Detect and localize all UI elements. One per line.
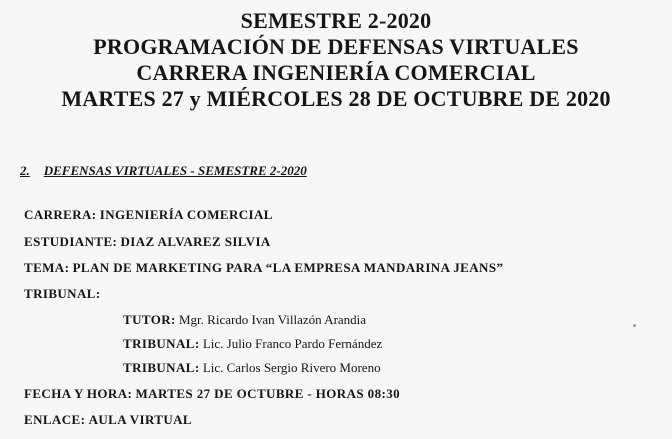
estudiante-value: DIAZ ALVAREZ SILVIA xyxy=(120,234,271,249)
tutor-row xyxy=(123,312,366,328)
tribunal-member-1-value: Lic. Julio Franco Pardo Fernández xyxy=(202,336,383,351)
tema-label: TEMA: xyxy=(24,260,70,275)
semester-title: SEMESTRE 2-2020 xyxy=(240,8,432,33)
enlace-row xyxy=(24,412,192,428)
carrera-value: INGENIERÍA COMERCIAL xyxy=(99,207,273,222)
enlace-label: ENLACE: xyxy=(24,412,86,427)
estudiante-row xyxy=(24,234,271,250)
tutor-label: TUTOR: xyxy=(123,312,176,327)
fecha-value: MARTES 27 DE OCTUBRE - HORAS 08:30 xyxy=(135,386,400,401)
tribunal-member-2-label: TRIBUNAL: xyxy=(123,360,200,375)
tribunal-row xyxy=(24,286,101,302)
estudiante-label: ESTUDIANTE: xyxy=(24,234,118,249)
tribunal-member-1-label: TRIBUNAL: xyxy=(123,336,200,351)
tema-row xyxy=(24,260,503,276)
career-title: CARRERA INGENIERÍA COMERCIAL xyxy=(136,60,536,85)
enlace-value: AULA VIRTUAL xyxy=(88,412,192,427)
tribunal-member-2-value: Lic. Carlos Sergio Rivero Moreno xyxy=(202,360,381,375)
tema-value: PLAN DE MARKETING PARA “LA EMPRESA MANDARINA JEANS” xyxy=(72,260,504,275)
tribunal-member-2-row xyxy=(123,360,381,376)
tribunal-member-1-row xyxy=(123,336,382,352)
program-title: PROGRAMACIÓN DE DEFENSAS VIRTUALES xyxy=(93,34,579,59)
scan-speck xyxy=(633,324,636,327)
section-title: DEFENSAS VIRTUALES - SEMESTRE 2-2020 xyxy=(43,163,307,178)
carrera-label: CARRERA: xyxy=(24,207,97,222)
tutor-value: Mgr. Ricardo Ivan Villazón Arandia xyxy=(178,312,367,327)
tribunal-label: TRIBUNAL: xyxy=(24,286,101,301)
section-heading xyxy=(20,163,307,179)
carrera-row xyxy=(24,207,273,223)
fecha-row xyxy=(24,386,400,402)
date-title: MARTES 27 y MIÉRCOLES 28 DE OCTUBRE DE 2020 xyxy=(61,86,611,111)
section-number: 2. xyxy=(20,163,30,178)
document-title xyxy=(0,8,672,112)
fecha-label: FECHA Y HORA: xyxy=(24,386,133,401)
